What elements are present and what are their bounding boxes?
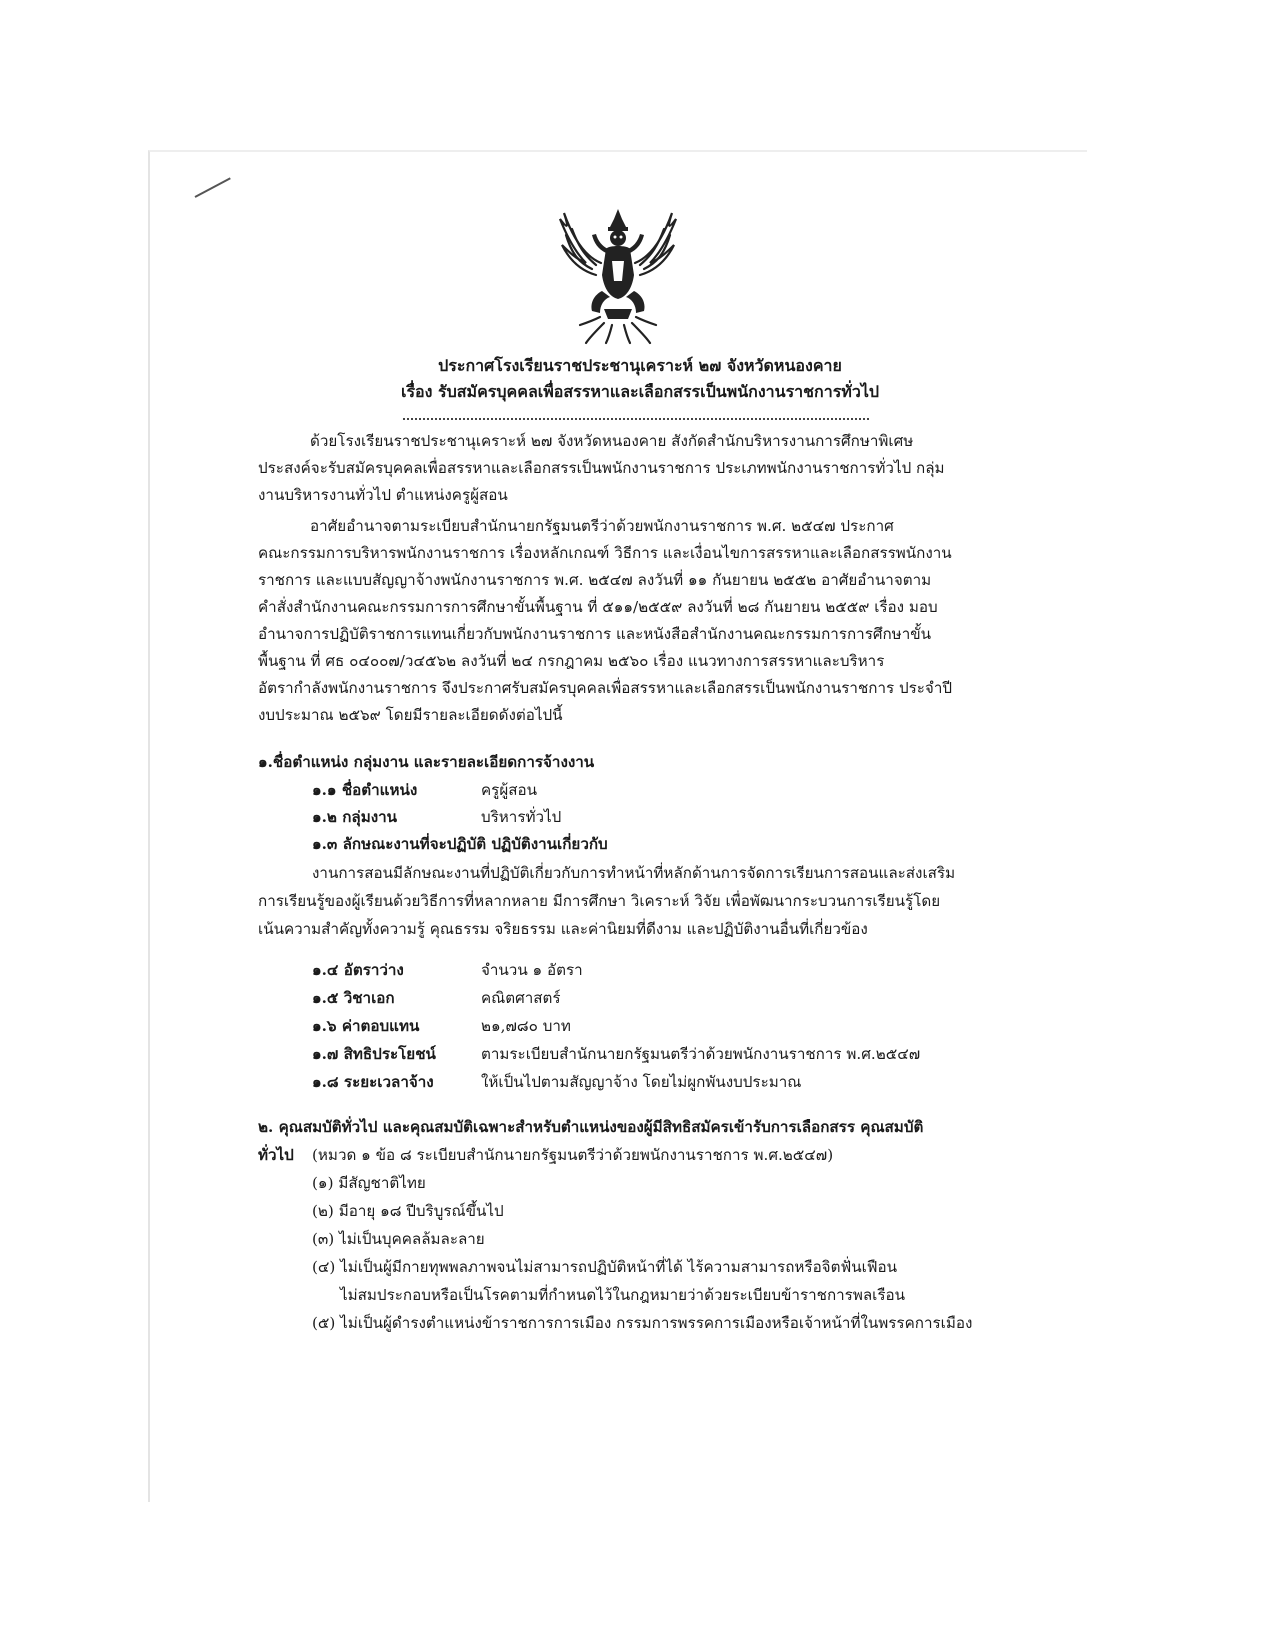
intro-line: งานบริหารงานทั่วไป ตำแหน่งครูผู้สอน — [258, 486, 508, 504]
item-value: ครูผู้สอน — [481, 781, 537, 799]
item-label: ๑.๒ กลุ่มงาน — [312, 808, 398, 826]
qualification-item: (๓) ไม่เป็นบุคคลล้มละลาย — [312, 1230, 485, 1248]
item-label: ๑.๗ สิทธิประโยชน์ — [312, 1045, 436, 1063]
qualification-item: (๕) ไม่เป็นผู้ดำรงตำแหน่งข้าราชการการเมือง กรรมการพรรคการเมืองหรือเจ้าหน้าที่ในพรรคการเมือง — [312, 1314, 973, 1332]
item-value: ๒๑,๗๘๐ บาท — [481, 1017, 571, 1035]
item-label: ๑.๑ ชื่อตำแหน่ง — [312, 781, 418, 799]
item-value: ให้เป็นไปตามสัญญาจ้าง โดยไม่ผูกพันงบประมาณ — [481, 1073, 802, 1091]
section1-heading: ๑.ชื่อตำแหน่ง กลุ่มงาน และรายละเอียดการจ้างงาน — [258, 753, 595, 771]
authority-line: ราชการ และแบบสัญญาจ้างพนักงานราชการ พ.ศ. ๒๕๔๗ ลงวันที่ ๑๑ กันยายน ๒๕๕๒ อาศัยอำนาจตาม — [258, 571, 932, 589]
section2-heading-cont: ทั่วไป — [258, 1146, 294, 1164]
authority-line: คณะกรรมการบริหารพนักงานราชการ เรื่องหลักเกณฑ์ วิธีการ และเงื่อนไขการสรรหาและเลือกสรรพนักงาน — [258, 544, 952, 562]
item-value: จำนวน ๑ อัตรา — [481, 961, 583, 979]
announcement-subject: เรื่อง รับสมัครบุคคลเพื่อสรรหาและเลือกสรรเป็นพนักงานราชการทั่วไป — [400, 382, 880, 401]
qualification-item: (๑) มีสัญชาติไทย — [312, 1174, 426, 1192]
item-label: ๑.๕ วิชาเอก — [312, 989, 395, 1007]
authority-line: อัตรากำลังพนักงานราชการ จึงประกาศรับสมัครบุคคลเพื่อสรรหาและเลือกสรรเป็นพนักงานราชการ ประจำปี — [258, 679, 952, 697]
intro-line: ประสงค์จะรับสมัครบุคคลเพื่อสรรหาและเลือกสรรเป็นพนักงานราชการ ประเภทพนักงานราชการทั่วไป กลุ่ม — [258, 459, 945, 477]
item-value: บริหารทั่วไป — [481, 808, 562, 826]
qualification-item: (๒) มีอายุ ๑๘ ปีบริบูรณ์ขึ้นไป — [312, 1202, 504, 1220]
announcement-title: ประกาศโรงเรียนราชประชานุเคราะห์ ๒๗ จังหวัดหนองคาย — [438, 356, 842, 375]
item-value: คณิตศาสตร์ — [481, 989, 561, 1007]
authority-line: คำสั่งสำนักงานคณะกรรมการการศึกษาขั้นพื้นฐาน ที่ ๕๑๑/๒๕๕๙ ลงวันที่ ๒๘ กันยายน ๒๕๕๙ เรื่อง มอบ — [258, 598, 938, 616]
qualification-item-cont: ไม่สมประกอบหรือเป็นโรคตามที่กำหนดไว้ในกฎหมายว่าด้วยระเบียบข้าราชการพลเรือน — [340, 1286, 906, 1304]
intro-line: ด้วยโรงเรียนราชประชานุเคราะห์ ๒๗ จังหวัดหนองคาย สังกัดสำนักบริหารงานการศึกษาพิเศษ — [310, 432, 914, 450]
item-1-3-heading: ๑.๓ ลักษณะงานที่จะปฏิบัติ ปฏิบัติงานเกี่ยวกับ — [312, 835, 608, 853]
section2-heading: ๒. คุณสมบัติทั่วไป และคุณสมบัติเฉพาะสำหรับตำแหน่งของผู้มีสิทธิสมัครเข้ารับการเลือกสรร คุณสมบัติ — [258, 1118, 924, 1136]
authority-line: อาศัยอำนาจตามระเบียบสำนักนายกรัฐมนตรีว่าด้วยพนักงานราชการ พ.ศ. ๒๕๔๗ ประกาศ — [310, 517, 894, 535]
qualification-item: (๔) ไม่เป็นผู้มีกายทุพพลภาพจนไม่สามารถปฏิบัติหน้าที่ได้ ไร้ความสามารถหรือจิตฟั่นเฟือน — [312, 1258, 898, 1276]
duty-line: งานการสอนมีลักษณะงานที่ปฏิบัติเกี่ยวกับการทำหน้าที่หลักด้านการจัดการเรียนการสอนและส่งเสริม — [312, 864, 956, 882]
item-label: ๑.๘ ระยะเวลาจ้าง — [312, 1073, 434, 1091]
item-value: ตามระเบียบสำนักนายกรัฐมนตรีว่าด้วยพนักงานราชการ พ.ศ.๒๕๔๗ — [481, 1045, 921, 1063]
section2-reference: (หมวด ๑ ข้อ ๘ ระเบียบสำนักนายกรัฐมนตรีว่าด้วยพนักงานราชการ พ.ศ.๒๕๔๗) — [312, 1146, 834, 1164]
title-divider — [403, 418, 869, 420]
duty-line: เน้นความสำคัญทั้งความรู้ คุณธรรม จริยธรรม และค่านิยมที่ดีงาม และปฏิบัติงานอื่นที่เกี่ยวข้อง — [258, 920, 868, 938]
duty-line: การเรียนรู้ของผู้เรียนด้วยวิธีการที่หลากหลาย มีการศึกษา วิเคราะห์ วิจัย เพื่อพัฒนากระบวนการเรียนรู้โดย — [258, 892, 941, 910]
authority-line: งบประมาณ ๒๕๖๙ โดยมีรายละเอียดดังต่อไปนี้ — [258, 706, 563, 724]
authority-line: พื้นฐาน ที่ ศธ ๐๔๐๐๗/ว๔๕๖๒ ลงวันที่ ๒๔ กรกฎาคม ๒๕๖๐ เรื่อง แนวทางการสรรหาและบริหาร — [258, 652, 885, 670]
authority-line: อำนาจการปฏิบัติราชการแทนเกี่ยวกับพนักงานราชการ และหนังสือสำนักงานคณะกรรมการการศึกษาขั้น — [258, 625, 931, 643]
item-label: ๑.๔ อัตราว่าง — [312, 961, 404, 979]
garuda-emblem-icon — [556, 205, 680, 345]
item-label: ๑.๖ ค่าตอบแทน — [312, 1017, 420, 1035]
